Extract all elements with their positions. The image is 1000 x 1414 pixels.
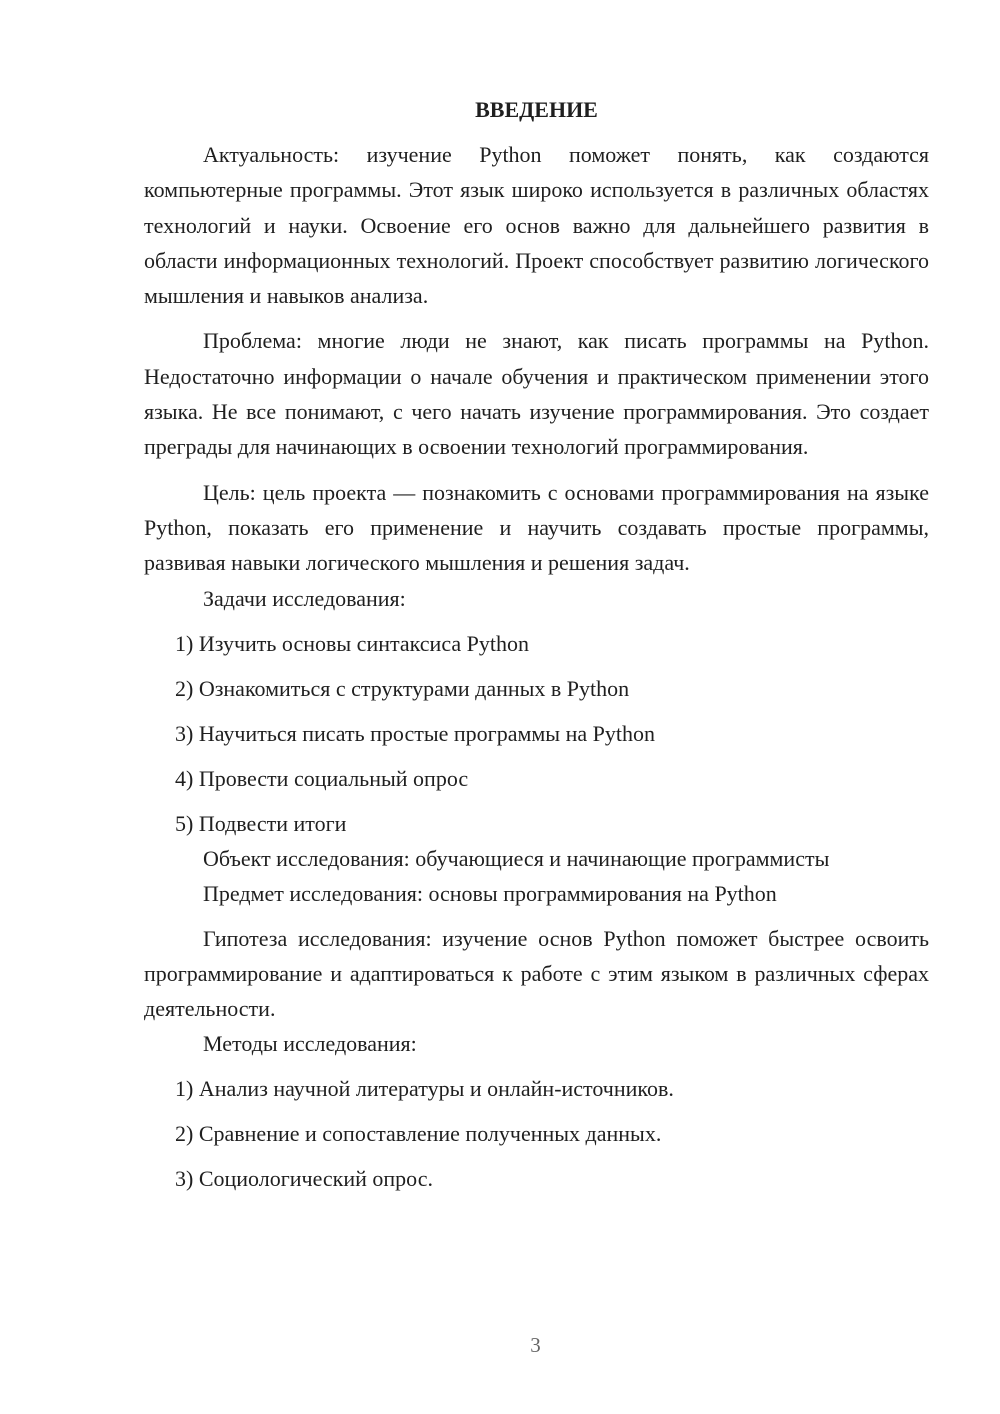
hypothesis-paragraph: Гипотеза исследования: изучение основ Python поможет быстрее освоить программирование и адаптироваться к работе с этим языком в различных сферах деятельности. bbox=[144, 925, 929, 1022]
page-number: 3 bbox=[530, 1333, 541, 1357]
goal-paragraph: Цель: цель проекта — познакомить с основами программирования на языке Python, показать его применение и научить создавать простые программы, развивая навыки логического мышления и решения задач. bbox=[144, 479, 929, 576]
task-item-2: 2) Ознакомиться с структурами данных в Python bbox=[175, 675, 630, 701]
method-item-2: 2) Сравнение и сопоставление полученных данных. bbox=[175, 1121, 662, 1147]
method-item-1: 1) Анализ научной литературы и онлайн-источников. bbox=[175, 1076, 674, 1102]
tasks-list bbox=[144, 626, 929, 841]
task-item-1: 1) Изучить основы синтаксиса Python bbox=[175, 630, 529, 656]
method-item-3: 3) Социологический опрос. bbox=[175, 1166, 433, 1192]
methods-list bbox=[144, 1071, 929, 1196]
task-item-4: 4) Провести социальный опрос bbox=[175, 765, 469, 791]
object-line: Объект исследования: обучающиеся и начинающие программисты bbox=[203, 845, 830, 871]
section-title: ВВЕДЕНИЕ bbox=[475, 97, 598, 122]
document-body bbox=[144, 92, 929, 1196]
subject-line: Предмет исследования: основы программирования на Python bbox=[203, 880, 777, 906]
methods-heading: Методы исследования: bbox=[203, 1031, 417, 1057]
problem-paragraph: Проблема: многие люди не знают, как писать программы на Python. Недостаточно информации о начале обучения и практическом применении этого языка. Не все понимают, с чего начать изучение программирования. Это создает преграды для начинающих в освоении технологий программирования. bbox=[144, 328, 929, 460]
task-item-3: 3) Научиться писать простые программы на Python bbox=[175, 720, 655, 746]
task-item-5: 5) Подвести итоги bbox=[175, 810, 347, 836]
tasks-heading: Задачи исследования: bbox=[203, 585, 406, 611]
relevance-paragraph: Актуальность: изучение Python поможет понять, как создаются компьютерные программы. Этот язык широко используется в различных областях технологий и науки. Освоение его основ важно для дальнейшего развития в области информационных технологий. Проект способствует развитию логического мышления и навыков анализа. bbox=[144, 142, 929, 309]
